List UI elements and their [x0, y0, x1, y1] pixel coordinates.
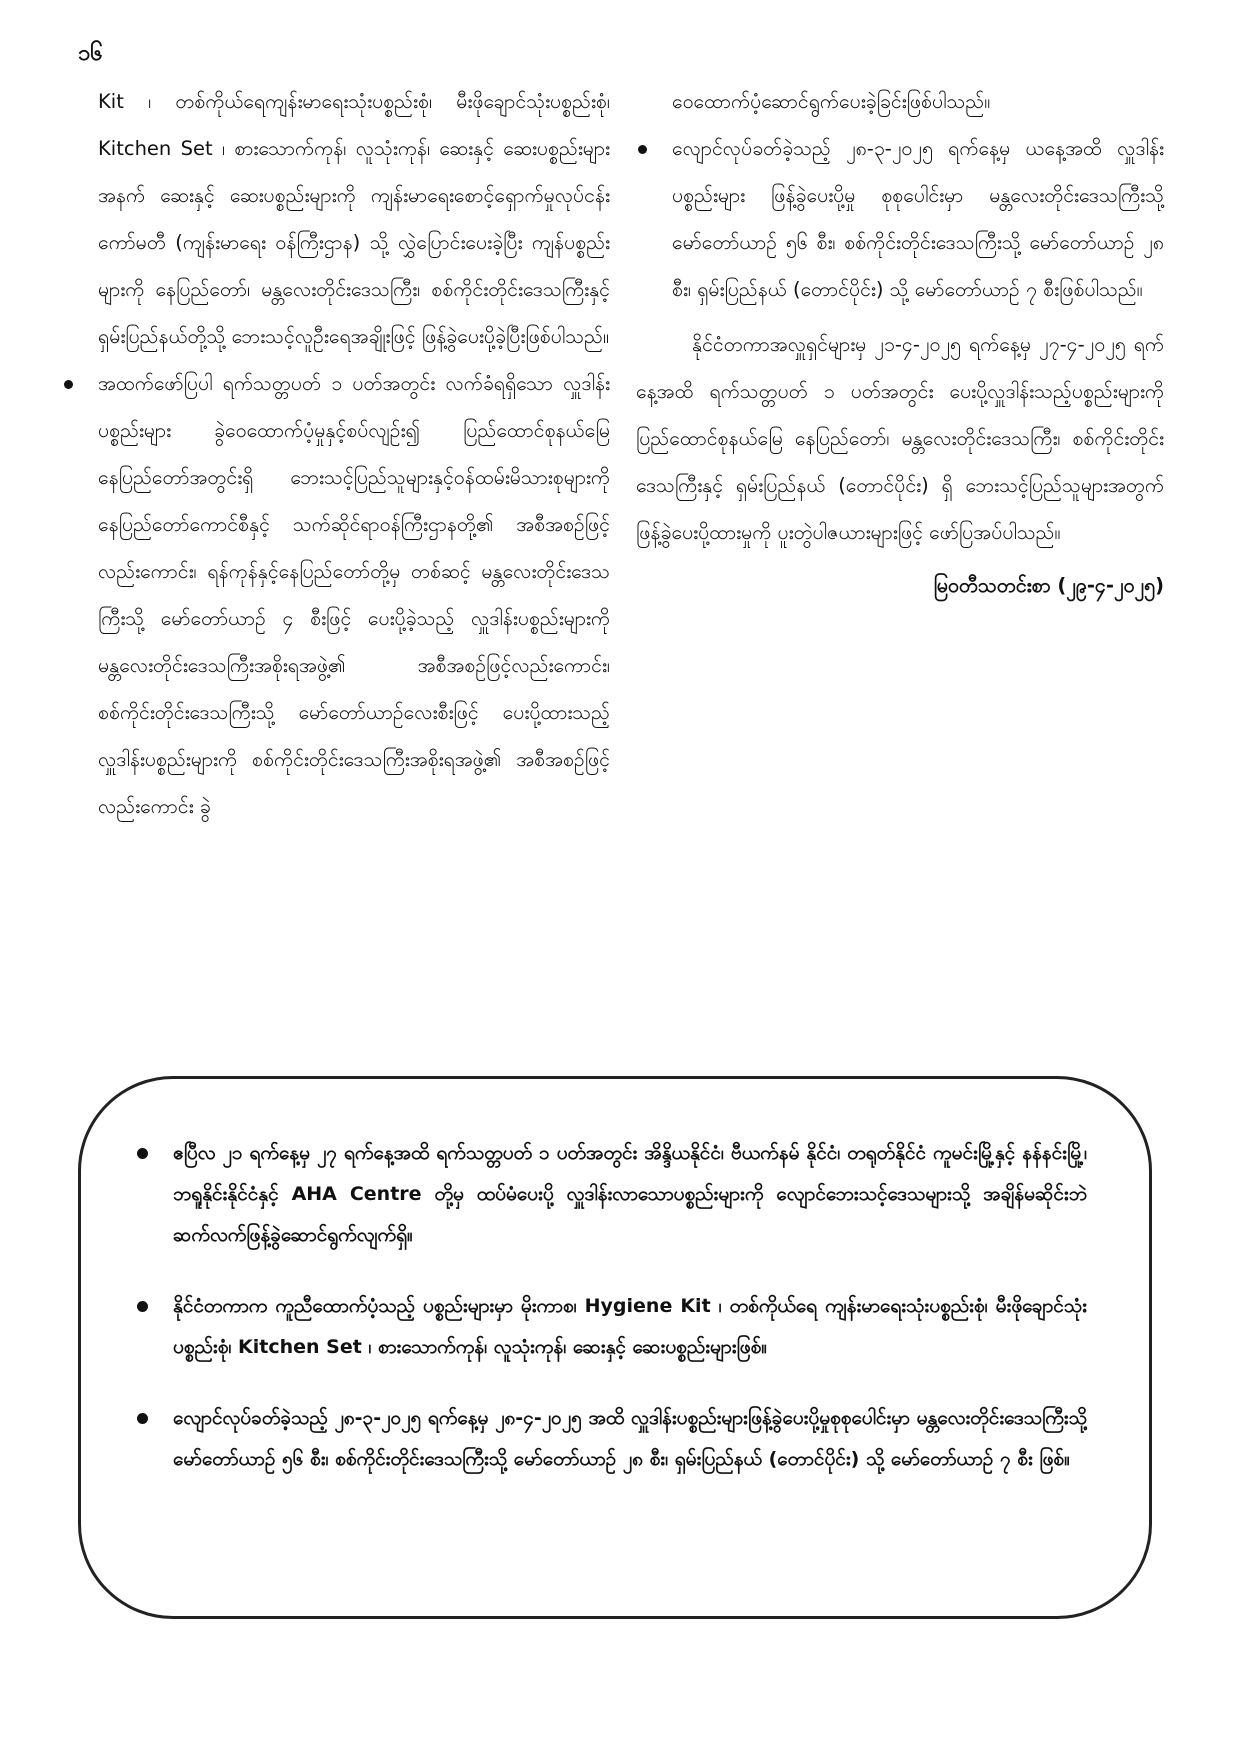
- bullet-dot-icon: [137, 1301, 148, 1312]
- source-citation: မြဝတီသတင်းစာ (၂၉-၄-၂၀၂၅): [933, 574, 1164, 597]
- right-column: [636, 78, 1164, 609]
- bullet-dot-icon: [137, 1413, 148, 1424]
- bullet-text: အထက်ဖော်ပြပါ ရက်သတ္တပတ် ၁ ပတ်အတွင်း လက်ခံရရှိသော လှူဒါန်းပစ္စည်းများ ခွဲဝေထောက်ပံ့မှုနှင့်စပ်လျဉ်း၍ ပြည်ထောင်စုနယ်မြေ နေပြည်တော်အတွင်းရှိ ဘေးသင့်ပြည်သူများနှင့်ဝန်ထမ်းမိသားစုများကို နေပြည်တော်ကောင်စီနှင့် သက်ဆိုင်ရာဝန်ကြီးဌာနတို့၏ အစီအစဉ်ဖြင့်လည်းကောင်း၊ ရန်ကုန်နှင့်နေပြည်တော်တို့မှ တစ်ဆင့် မန္တလေးတိုင်းဒေသကြီးသို့ မော်တော်ယာဉ် ၄ စီးဖြင့် ပေးပို့ခဲ့သည့် လှူဒါန်းပစ္စည်းများကို မန္တလေးတိုင်းဒေသကြီးအစိုးရအဖွဲ့၏ အစီအစဉ်ဖြင့်လည်းကောင်း၊ စစ်ကိုင်းတိုင်းဒေသကြီးသို့ မော်တော်ယာဉ်လေးစီးဖြင့် ပေးပို့ထားသည့် လှူဒါန်းပစ္စည်းများကို စစ်ကိုင်းတိုင်းဒေသကြီးအစိုးရအဖွဲ့၏ အစီအစဉ်ဖြင့်လည်းကောင်း ခွဲ: [98, 372, 610, 818]
- continued-paragraph: Kit ၊ တစ်ကိုယ်ရေကျန်းမာရေးသုံးပစ္စည်းစုံ၊ မီးဖိုချောင်သုံးပစ္စည်းစုံ၊ Kitchen Set ၊ စားသောက်ကုန်၊ လူသုံးကုန်၊ ဆေးနှင့် ဆေးပစ္စည်းများအနက် ဆေးနှင့် ဆေးပစ္စည်းများကို ကျန်းမာရေးစောင့်ရှောက်မှုလုပ်ငန်းကော်မတီ (ကျန်းမာရေး ဝန်ကြီးဌာန) သို့ လွှဲပြောင်းပေးခဲ့ပြီး ကျန်ပစ္စည်းများကို နေပြည်တော်၊ မန္တလေးတိုင်းဒေသကြီး၊ စစ်ကိုင်းတိုင်းဒေသကြီးနှင့် ရှမ်းပြည်နယ်တို့သို့ ဘေးသင့်လူဦးရေအချိုးဖြင့် ဖြန့်ခွဲပေးပို့ခဲ့ပြီးဖြစ်ပါသည်။: [98, 90, 610, 348]
- bullet-dot-icon: [638, 145, 647, 154]
- body-paragraph: နိုင်ငံတကာအလှူရှင်များမှ ၂၁-၄-၂၀၂၅ ရက်နေ့မှ ၂၇-၄-၂၀၂၅ ရက်နေ့အထိ ရက်သတ္တပတ် ၁ ပတ်အတွင်း ပေးပို့လှူဒါန်းသည့်ပစ္စည်းများကို ပြည်ထောင်စုနယ်မြေ နေပြည်တော်၊ မန္တလေးတိုင်းဒေသကြီး၊ စစ်ကိုင်းတိုင်းဒေသကြီးနှင့် ရှမ်းပြည်နယ် (တောင်ပိုင်း) ရှိ ဘေးသင့်ပြည်သူများအတွက် ဖြန့်ခွဲပေးပို့ထားမှုကို ပူးတွဲပါဇယားများဖြင့် ဖော်ပြအပ်ပါသည်။: [636, 333, 1164, 544]
- summary-box: [78, 1076, 1152, 1619]
- bullet-item: [62, 360, 610, 830]
- continued-paragraph: ဝေထောက်ပံ့ဆောင်ရွက်ပေးခဲ့ခြင်းဖြစ်ပါသည်။: [672, 90, 991, 113]
- bullet-dot-icon: [137, 1148, 148, 1159]
- bullet-item: [636, 125, 1164, 313]
- summary-text: ဧပြီလ ၂၁ ရက်နေ့မှ ၂၇ ရက်နေ့အထိ ရက်သတ္တပတ် ၁ ပတ်အတွင်း အိန္ဒိယနိုင်ငံ၊ ဗီယက်နမ် နိုင်ငံ၊ တရုတ်နိုင်ငံ ကူမင်းမြို့နှင့် နန်နင်းမြို့၊ ဘရူနိုင်းနိုင်ငံနှင့် AHA Centre တို့မှ ထပ်မံပေးပို့ လှူဒါန်းလာသောပစ္စည်းများကို လျောင်ဘေးသင့်ဒေသများသို့ အချိန်မဆိုင်းဘဲ ဆက်လက်ဖြန့်ခွဲဆောင်ရွက်လျက်ရှိ။: [173, 1142, 1087, 1246]
- bullet-dot-icon: [64, 380, 73, 389]
- summary-item: [133, 1398, 1087, 1480]
- summary-text: လျောင်လုပ်ခတ်ခဲ့သည့် ၂၈-၃-၂၀၂၅ ရက်နေ့မှ ၂၈-၄-၂၀၂၅ အထိ လှူဒါန်းပစ္စည်းများဖြန့်ခွဲပေးပို့မှုစုစုပေါင်းမှာ မန္တလေးတိုင်းဒေသကြီးသို့ မော်တော်ယာဉ် ၅၆ စီး၊ စစ်ကိုင်းတိုင်းဒေသကြီးသို့ မော်တော်ယာဉ် ၂၈ စီး၊ ရှမ်းပြည်နယ် (တောင်ပိုင်း) သို့ မော်တော်ယာဉ် ၇ စီး ဖြစ်။: [173, 1407, 1087, 1470]
- summary-text: နိုင်ငံတကာက ကူညီထောက်ပံ့သည့် ပစ္စည်းများမှာ မိုးကာစ၊ Hygiene Kit ၊ တစ်ကိုယ်ရေ ကျန်းမာရေးသုံးပစ္စည်းစုံ၊ မီးဖိုချောင်သုံးပစ္စည်းစုံ၊ Kitchen Set ၊ စားသောက်ကုန်၊ လူသုံးကုန်၊ ဆေးနှင့် ဆေးပစ္စည်းများဖြစ်။: [173, 1295, 1087, 1358]
- page-number: ၁၆: [78, 41, 103, 66]
- bullet-text: လျောင်လုပ်ခတ်ခဲ့သည့် ၂၈-၃-၂၀၂၅ ရက်နေ့မှ ယနေ့အထိ လှူဒါန်းပစ္စည်းများ ဖြန့်ခွဲပေးပို့မှု စုစုပေါင်းမှာ မန္တလေးတိုင်းဒေသကြီးသို့ မော်တော်ယာဉ် ၅၆ စီး၊ စစ်ကိုင်းတိုင်းဒေသကြီးသို့ မော်တော်ယာဉ် ၂၈ စီး၊ ရှမ်းပြည်နယ် (တောင်ပိုင်း) သို့ မော်တော်ယာဉ် ၇ စီးဖြစ်ပါသည်။: [672, 137, 1164, 301]
- summary-item: [133, 1133, 1087, 1256]
- left-column: [98, 78, 610, 830]
- summary-item: [133, 1286, 1087, 1368]
